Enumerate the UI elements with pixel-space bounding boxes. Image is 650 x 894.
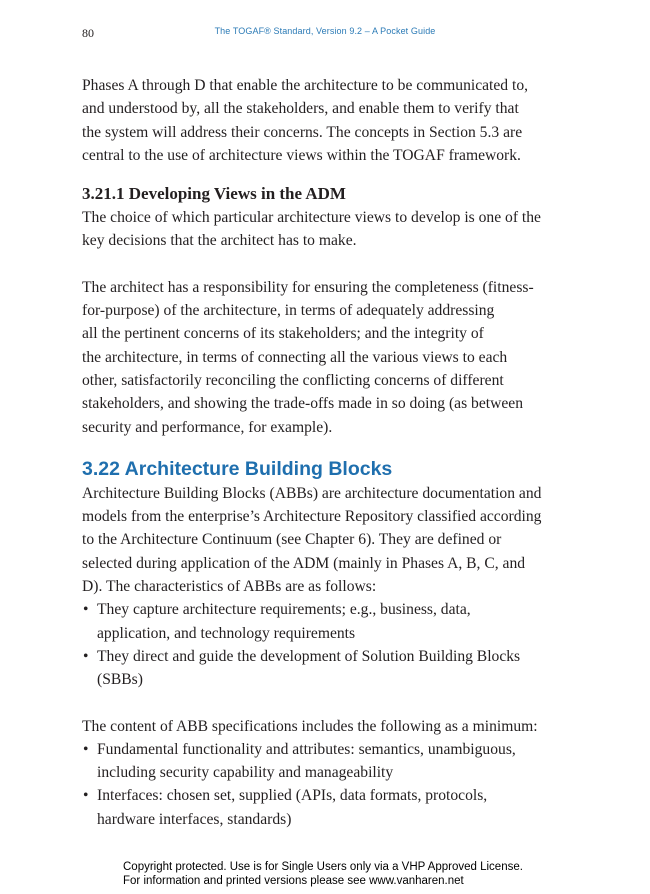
page-number: 80 <box>82 26 94 40</box>
subsection-paragraph-1 <box>82 206 577 253</box>
footer-line-1: Copyright protected. Use is for Single Users only via a VHP Approved License. <box>123 861 523 873</box>
section-heading: 3.22 Architecture Building Blocks <box>82 457 393 480</box>
text-line: Interfaces: chosen set, supplied (APIs, data formats, protocols, <box>97 787 488 805</box>
text-line: all the pertinent concerns of its stakeholders; and the integrity of <box>82 325 484 343</box>
text-line: D). The characteristics of ABBs are as follows: <box>82 578 377 596</box>
section-paragraph-2 <box>82 715 577 738</box>
bullet-marker: • <box>83 647 89 665</box>
text-line: The architect has a responsibility for ensuring the completeness (fitness- <box>82 278 534 296</box>
text-line: stakeholders, and showing the trade-offs made in so doing (as between <box>82 395 523 413</box>
list-item <box>82 784 577 831</box>
text-line: The choice of which particular architecture views to develop is one of the <box>82 209 541 227</box>
text-line: application, and technology requirements <box>97 624 356 642</box>
bullet-marker: • <box>83 740 89 758</box>
subsection-heading: 3.21.1 Developing Views in the ADM <box>82 184 346 204</box>
text-line: They direct and guide the development of Solution Building Blocks <box>97 647 521 665</box>
text-line: the architecture, in terms of connecting all the various views to each <box>82 348 508 366</box>
running-header-title: The TOGAF® Standard, Version 9.2 – A Pocket Guide <box>214 26 436 36</box>
text-line: other, satisfactorily reconciling the conflicting concerns of different <box>82 371 504 389</box>
intro-paragraph <box>82 74 577 167</box>
subsection-paragraph-2 <box>82 276 577 439</box>
paragraph-gap <box>82 253 577 276</box>
text-line: (SBBs) <box>97 671 143 689</box>
list-item <box>82 645 577 692</box>
copyright-footer <box>123 860 523 888</box>
text-line: for-purpose) of the architecture, in terms of adequately addressing <box>82 302 495 320</box>
text-line: the system will address their concerns. The concepts in Section 5.3 are <box>82 123 523 141</box>
text-line: key decisions that the architect has to make. <box>82 232 357 250</box>
list-item <box>82 738 577 785</box>
text-line: and understood by, all the stakeholders, and enable them to verify that <box>82 100 519 118</box>
page-body <box>82 74 577 831</box>
text-line: including security capability and manageability <box>97 764 394 782</box>
text-line: Architecture Building Blocks (ABBs) are architecture documentation and <box>82 484 542 502</box>
text-line: Fundamental functionality and attributes: semantics, unambiguous, <box>97 740 516 758</box>
bullet-marker: • <box>83 787 89 805</box>
text-line: hardware interfaces, standards) <box>97 810 292 828</box>
text-line: models from the enterprise’s Architecture Repository classified according <box>82 508 542 526</box>
text-line: They capture architecture requirements; e.g., business, data, <box>97 601 471 619</box>
text-line: The content of ABB specifications includes the following as a minimum: <box>82 717 538 735</box>
text-line: Phases A through D that enable the architecture to be communicated to, <box>82 77 529 94</box>
specification-content-list <box>82 738 577 831</box>
bullet-marker: • <box>83 601 89 619</box>
footer-line-2: For information and printed versions please see www.vanharen.net <box>123 875 464 887</box>
section-paragraph-1 <box>82 482 577 598</box>
paragraph-gap <box>82 692 577 715</box>
text-line: security and performance, for example). <box>82 418 333 436</box>
text-line: to the Architecture Continuum (see Chapter 6). They are defined or <box>82 531 502 549</box>
text-line: selected during application of the ADM (mainly in Phases A, B, C, and <box>82 554 526 572</box>
list-item <box>82 598 577 645</box>
characteristics-list <box>82 598 577 691</box>
text-line: central to the use of architecture views within the TOGAF framework. <box>82 146 521 164</box>
